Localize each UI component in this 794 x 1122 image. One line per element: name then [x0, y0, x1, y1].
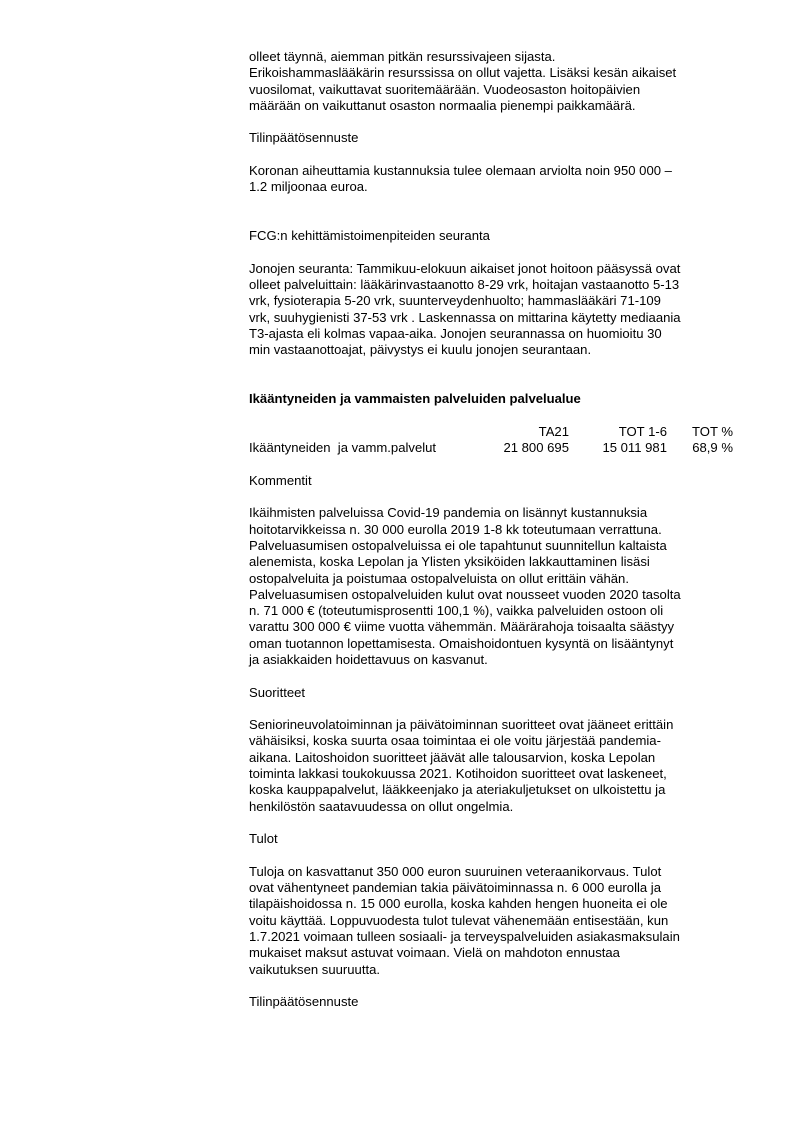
table-header-row	[249, 424, 733, 440]
heading-tilinpaatosennuste: Tilinpäätösennuste	[249, 130, 359, 146]
table-row	[249, 440, 733, 456]
table-cell-totpct: 68,9 %	[692, 440, 733, 456]
heading-fcg: FCG:n kehittämistoimenpiteiden seuranta	[249, 228, 490, 244]
kommentit-paragraph: Ikäihmisten palveluissa Covid-19 pandemia on lisännyt kustannuksia hoitotarvikkeissa n. 30 000 eurolla 2019 1-8 kk toteutumaan verrattuna. Palveluasumisen ostopalveluissa ei ole tapahtunut suunnitellun kaltaista alenemista, koska Lepolan ja Ylisten yksiköiden lakkauttaminen lisäsi ostopalveluita ja poistumaa ostopalveluista on ollut erittäin vähän. Palveluasumisen ostopalveluiden kulut ovat nousseet vuoden 2020 tasolta n. 71 000 € (toteutumisprosentti 100,1 %), vaikka palveluiden ostoon oli varattu 300 000 € viime vuotta vähemmän. Määrärahoja toisaalta säästyy oman tuotannon lopettamisesta. Omaishoidontuen kysyntä on lisääntynyt ja asiakkaiden hoidettavuus on kasvanut.	[249, 505, 681, 667]
table-header-ta21: TA21	[538, 423, 569, 439]
section-title: Ikääntyneiden ja vammaisten palveluiden palvelualue	[249, 391, 581, 407]
table-row-label: Ikääntyneiden ja vamm.palvelut	[249, 440, 437, 456]
heading-tulot: Tulot	[249, 831, 278, 847]
table-cell-tot16: 15 011 981	[602, 440, 667, 456]
fcg-paragraph: Jonojen seuranta: Tammikuu-elokuun aikaiset jonot hoitoon pääsyssä ovat olleet palveluittain: lääkärinvastaanotto 8-29 vrk, hoitajan vastaanotto 5-13 vrk, fysioterapia 5-20 vrk, suunterveydenhuolto; hammaslääkäri 71-109 vrk, suuhygienisti 37-53 vrk . Laskennassa on mittarina käytetty mediaania T3-ajasta eli kolmas vapaa-aika. Jonojen seurannassa on huomioitu 30 min vastaanottoajat, päivystys ei kuulu jonojen seurantaan.	[249, 260, 681, 358]
intro-paragraph: olleet täynnä, aiemman pitkän resurssivajeen sijasta. Erikoishammaslääkärin resurssissa on ollut vajetta. Lisäksi kesän aikaiset vuosilomat, vaikuttavat suoritemäärään. Vuodeosaston hoitopäivien määrään on vaikuttanut osaston normaalia pienempi paikkamäärä.	[249, 49, 677, 113]
suoritteet-paragraph: Seniorineuvolatoiminnan ja päivätoiminnan suoritteet ovat jääneet erittäin vähäisiksi, koska suurta osaa toimintaa ei ole voitu järjestää pandemia- aikana. Laitoshoidon suoritteet jäävät alle talousarvion, koska Lepolan toiminta lakkasi toukokuussa 2021. Kotihoidon suoritteet ovat laskeneet, koska kauppapalvelut, lääkkeenjako ja ateriakuljetukset on ulkoistettu ja henkilöstön saatavuudessa on ollut ongelmia.	[249, 717, 674, 814]
heading-suoritteet: Suoritteet	[249, 684, 306, 700]
budget-table	[249, 424, 733, 457]
heading-kommentit: Kommentit	[249, 472, 312, 488]
table-header-empty	[249, 424, 487, 440]
tulot-paragraph: Tuloja on kasvattanut 350 000 euron suuruinen veteraanikorvaus. Tulot ovat vähentyneet pandemian takia päivätoiminnassa n. 6 000 eurolla ja tilapäishoidossa n. 15 000 eurolla, koska kahden hengen huoneita ei ole voitu käyttää. Loppuvuodesta tulot tulevat vähenemään entisestään, kun 1.7.2021 voimaan tulleen sosiaali- ja terveyspalveluiden asiakasmaksulain mukaiset maksut astuvat voimaan. Vielä on mahdoton ennustaa vaikutuksen suuruutta.	[249, 863, 680, 977]
document-page	[249, 49, 741, 1011]
heading-tilinpaatosennuste-2: Tilinpäätösennuste	[249, 994, 359, 1010]
table-header-totpct: TOT %	[692, 423, 733, 439]
tilinpaatosennuste-paragraph: Koronan aiheuttamia kustannuksia tulee olemaan arviolta noin 950 000 – 1.2 miljoonaa euroa.	[249, 163, 672, 195]
table-cell-ta21: 21 800 695	[503, 440, 569, 456]
table-header-tot16: TOT 1-6	[618, 423, 667, 439]
